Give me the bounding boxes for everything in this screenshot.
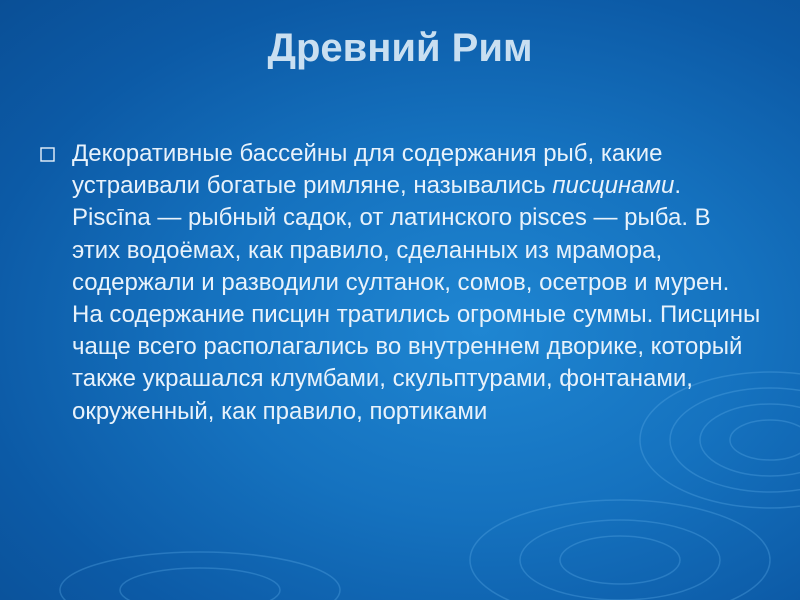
- bullet-text-part-1: Декоративные бассейны для содержания рыб, какие устраивали богатые римляне, назывались: [72, 140, 663, 200]
- slide-title: Древний Рим: [267, 26, 533, 70]
- bullet-text: [72, 138, 762, 428]
- box-bullet-icon: [40, 147, 56, 163]
- bullet-text-part-2: . Piscīna — рыбный садок, от латинского pisces — рыба. В этих водоёмах, как правило, сделанных из мрамора, содержали и разводили султанок, сомов, осетров и мурен. На содержание писцин тратились огромные суммы. Писцины чаще всего располагались во внутреннем дворике, который также украшался клумбами, скульптурами, фонтанами, окруженный, как правило, портиками: [72, 172, 761, 425]
- bullet-text-italic-term: писцинами: [552, 172, 675, 200]
